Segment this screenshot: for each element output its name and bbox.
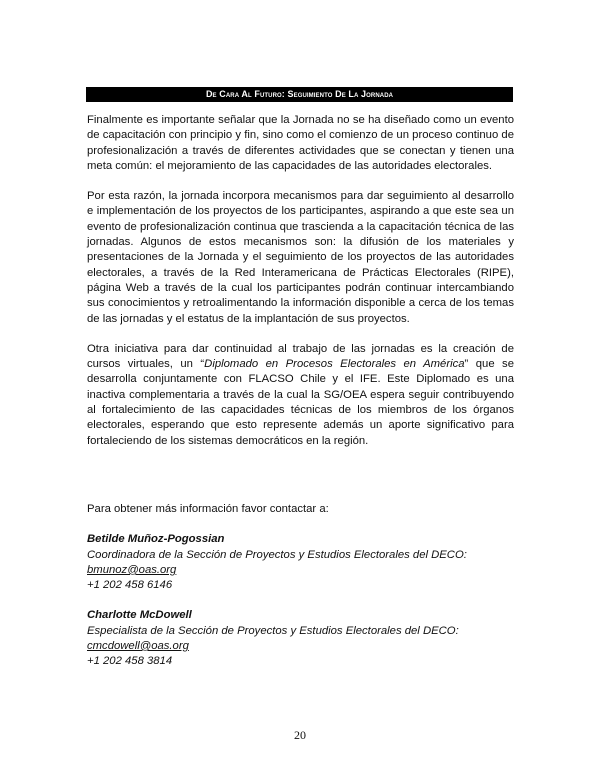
section-banner: De Cara Al Futuro: Seguimiento De La Jornada bbox=[86, 87, 513, 102]
contact-name: Betilde Muñoz-Pogossian bbox=[87, 533, 225, 546]
contact-email-link[interactable]: cmcdowell@oas.org bbox=[87, 640, 189, 653]
paragraph-mechanisms: Por esta razón, la jornada incorpora mecanismos para dar seguimiento al desarrollo e implementación de los proyectos de los participantes, aspirando a que este sea un evento de profesionalización continua que trascienda a la capacitación técnica de las jornadas. Algunos de estos mecanismos son: la difusión de los materiales y presentaciones de la Jornada y el seguimiento de los proyectos de las autoridades electorales, a través de la Red Interamericana de Prácticas Electorales (RIPE), página Web a través de la cual los participantes podrán continuar intercambiando sus conocimientos y retroalimentando la información disponible a cerca de los temas de las jornadas y el estatus de la implantación de sus proyectos. bbox=[87, 190, 514, 325]
paragraph-diplomado bbox=[87, 342, 514, 449]
page-number: 20 bbox=[294, 728, 306, 742]
paragraph-intro: Finalmente es importante señalar que la Jornada no se ha diseñado como un evento de capacitación con principio y fin, sino como el comienzo de un proceso continuo de profesionalización a través de diferentes actividades que se conectan y tienen una meta común: el mejoramiento de las capacidades de las autoridades electorales. bbox=[87, 114, 514, 172]
diplomado-text-after: ” que se desarrolla conjuntamente con FLACSO Chile y el IFE. Este Diplomado es una inactiva complementaria a través de la cual la SG/OEA espera seguir contribuyendo al fortalecimiento de las capacidades técnicas de los miembros de los órganos electorales, esperando que esto represente además un aporte significativo para fortaleciendo de los sistemas democráticos en la región. bbox=[87, 358, 514, 447]
contact-role: Coordinadora de la Sección de Proyectos y Estudios Electorales del DECO: bbox=[87, 548, 467, 561]
diplomado-text-before: Otra iniciativa para dar continuidad al trabajo de las jornadas es la creación de cursos virtuales, un “ bbox=[87, 342, 514, 371]
diplomado-title: Diplomado en Procesos Electorales en América bbox=[204, 358, 465, 371]
document-body bbox=[87, 113, 514, 685]
contact-name: Charlotte McDowell bbox=[87, 609, 192, 622]
contact-intro: Para obtener más información favor contactar a: bbox=[87, 502, 329, 515]
contact-phone: +1 202 458 6146 bbox=[87, 579, 173, 592]
contact-block bbox=[87, 608, 514, 669]
contact-email-link[interactable]: bmunoz@oas.org bbox=[87, 563, 177, 576]
contact-block bbox=[87, 532, 514, 593]
contact-role: Especialista de la Sección de Proyectos y Estudios Electorales del DECO: bbox=[87, 624, 459, 637]
contact-phone: +1 202 458 3814 bbox=[87, 655, 173, 668]
spacer bbox=[87, 464, 514, 502]
